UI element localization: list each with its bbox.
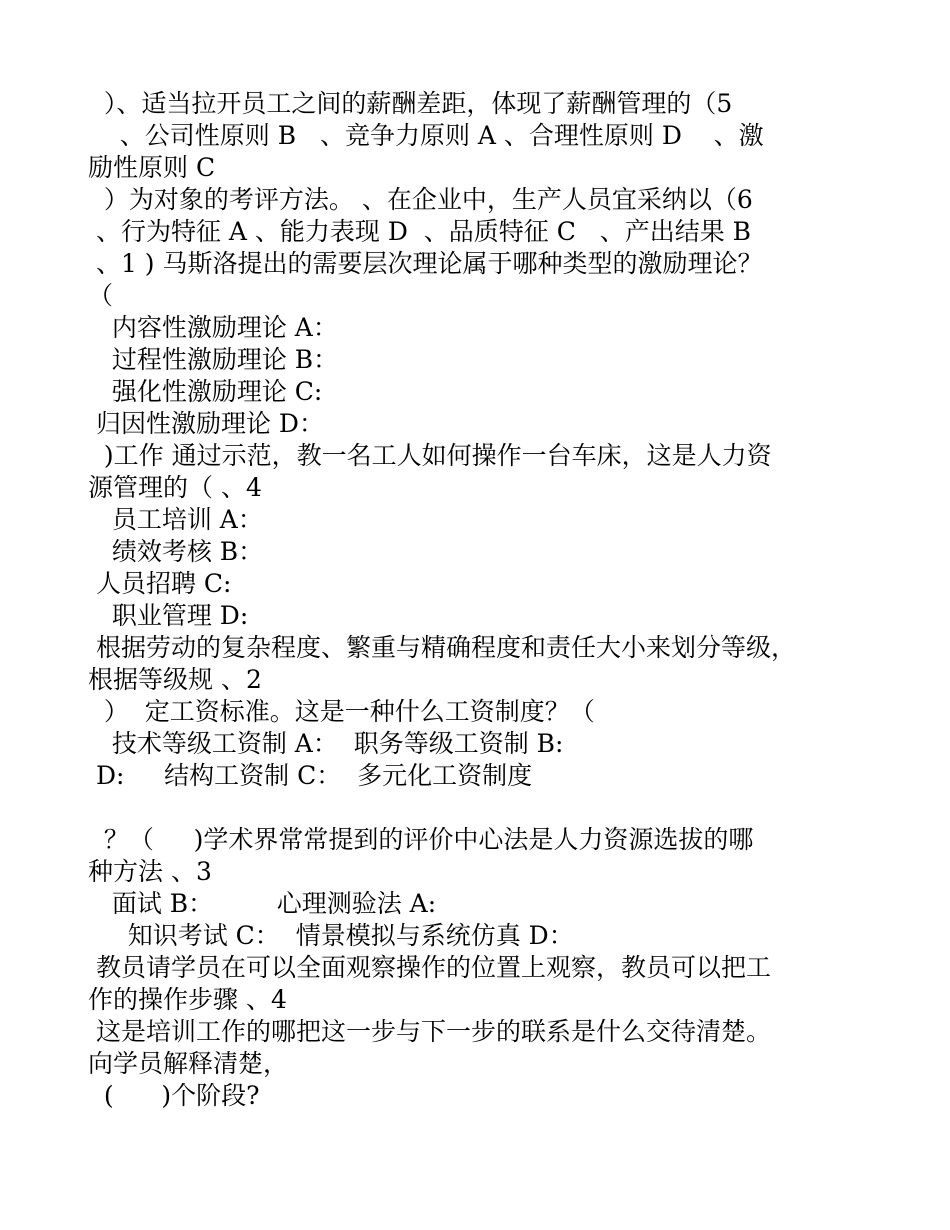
text-line: 根据劳动的复杂程度、繁重与精确程度和责任大小来划分等级，: [88, 633, 796, 662]
text-line: 面试 B： 心理测验法 A:: [88, 889, 437, 918]
text-line: 职业管理 D:: [88, 601, 249, 630]
text-line: 强化性激励理论 C:: [88, 377, 323, 406]
text-line: 教员请学员在可以全面观察操作的位置上观察，教员可以把工: [88, 953, 771, 982]
text-line: ）、适当拉开员工之间的薪酬差距，体现了薪酬管理的（5: [88, 89, 733, 118]
text-line: ） 定工资标准。这是一种什么工资制度？（: [88, 697, 595, 726]
text-line: 这是培训工作的哪把这一步与下一步的联系是什么交待清楚。: [88, 1017, 771, 1046]
text-line: 知识考试 C： 情景模拟与系统仿真 D：: [88, 921, 574, 950]
text-line: 根据等级规 、2: [88, 665, 262, 694]
text-line: ）为对象的考评方法。 、在企业中，生产人员宜采纳以（6: [88, 185, 753, 214]
text-line: 源管理的（ 、4: [88, 473, 262, 502]
text-line: 绩效考核 B：: [88, 537, 264, 566]
text-line: 、公司性原则 B 、竞争力原则 A 、合理性原则 D 、激: [88, 121, 764, 150]
text-line: ( )个阶段?: [88, 1081, 260, 1110]
text-line: 人员招聘 C:: [88, 569, 232, 598]
text-line: 、行为特征 A 、能力表现 D 、品质特征 C 、产出结果 B: [88, 217, 752, 246]
text-line: )工作 通过示范，教一名工人如何操作一台车床，这是人力资: [88, 441, 772, 470]
text-line: 、1 ) 马斯洛提出的需要层次理论属于哪种类型的激励理论？: [88, 249, 763, 278]
text-line: 作的操作步骤 、4: [88, 985, 287, 1014]
text-line: （: [88, 281, 114, 310]
text-line: 向学员解释清楚，: [88, 1049, 289, 1078]
text-line: ？（ )学术界常常提到的评价中心法是人力资源选拔的哪: [88, 825, 754, 854]
text-line: 励性原则 C: [88, 153, 216, 182]
text-line: 技术等级工资制 A： 职务等级工资制 B:: [88, 729, 564, 758]
text-line: 内容性激励理论 A：: [88, 313, 338, 342]
text-line: 员工培训 A：: [88, 505, 263, 534]
text-line: 过程性激励理论 B：: [88, 345, 339, 374]
text-line: 种方法 、3: [88, 857, 212, 886]
text-line: D: 结构工资制 C： 多元化工资制度: [88, 761, 533, 790]
text-line: 归因性激励理论 D：: [88, 409, 324, 438]
